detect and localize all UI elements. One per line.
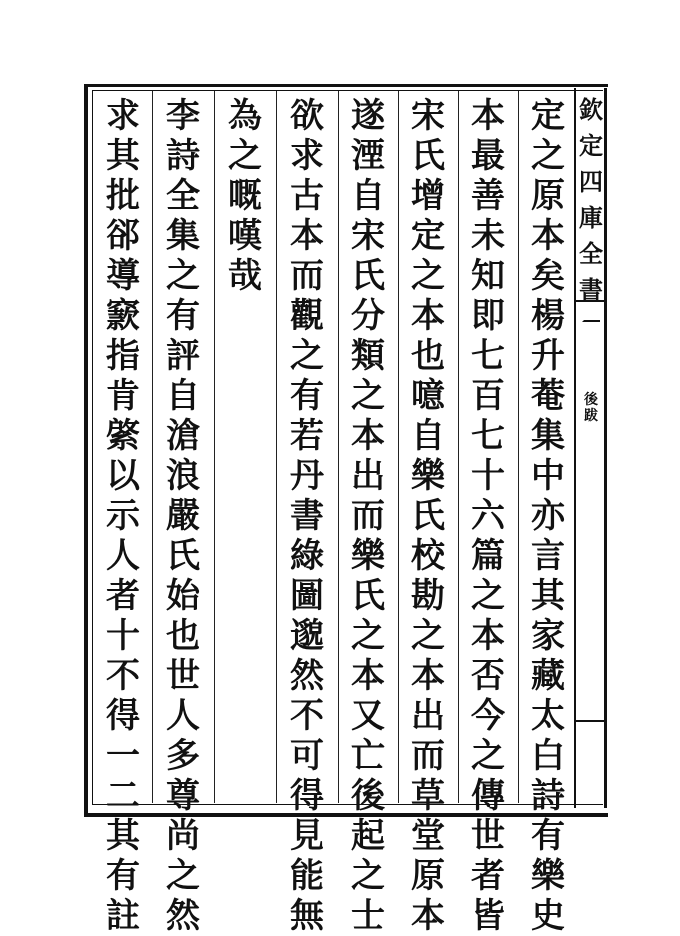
glyph: 定 bbox=[411, 216, 445, 256]
glyph: 定 bbox=[531, 96, 565, 136]
glyph: 藏 bbox=[531, 656, 565, 696]
glyph: 也 bbox=[166, 616, 200, 656]
glyph: 得 bbox=[290, 776, 324, 816]
glyph: 無 bbox=[290, 896, 324, 936]
glyph: 其 bbox=[531, 576, 565, 616]
glyph: 又 bbox=[351, 696, 385, 736]
glyph: 李 bbox=[166, 96, 200, 136]
glyph: 分 bbox=[351, 296, 385, 336]
text-column-2 bbox=[465, 96, 511, 936]
glyph: 起 bbox=[351, 816, 385, 856]
glyph: 註 bbox=[106, 896, 140, 936]
glyph: 古 bbox=[290, 176, 324, 216]
glyph: 若 bbox=[290, 416, 324, 456]
glyph: 之 bbox=[228, 136, 262, 176]
glyph: 有 bbox=[166, 296, 200, 336]
glyph: 嚴 bbox=[166, 496, 200, 536]
glyph: 氏 bbox=[411, 496, 445, 536]
glyph: 百 bbox=[471, 376, 505, 416]
glyph: 本 bbox=[411, 656, 445, 696]
glyph: 本 bbox=[351, 656, 385, 696]
glyph: 楊 bbox=[531, 296, 565, 336]
text-column-1 bbox=[525, 96, 571, 936]
glyph: 白 bbox=[531, 736, 565, 776]
glyph: 有 bbox=[531, 816, 565, 856]
glyph: 然 bbox=[166, 896, 200, 936]
column-rule bbox=[152, 91, 153, 803]
glyph: 然 bbox=[290, 656, 324, 696]
glyph: 知 bbox=[471, 256, 505, 296]
glyph: 本 bbox=[411, 896, 445, 936]
glyph: 本 bbox=[290, 216, 324, 256]
glyph: 樂 bbox=[531, 856, 565, 896]
glyph: 氏 bbox=[166, 536, 200, 576]
glyph: 本 bbox=[471, 616, 505, 656]
section-label-glyph: 後 bbox=[584, 392, 598, 408]
glyph: 者 bbox=[106, 576, 140, 616]
glyph: 亡 bbox=[351, 736, 385, 776]
glyph: 哉 bbox=[228, 256, 262, 296]
text-column-6 bbox=[222, 96, 268, 796]
glyph: 窾 bbox=[106, 296, 140, 336]
glyph: 之 bbox=[411, 616, 445, 656]
glyph: 全 bbox=[166, 176, 200, 216]
margin-title-glyph: 庫 bbox=[579, 203, 603, 232]
margin-title-glyph: 欽 bbox=[579, 95, 603, 124]
glyph: 丹 bbox=[290, 456, 324, 496]
column-rule bbox=[458, 91, 459, 803]
column-rule bbox=[338, 91, 339, 803]
glyph: 求 bbox=[290, 136, 324, 176]
glyph: 否 bbox=[471, 656, 505, 696]
glyph: 皆 bbox=[471, 896, 505, 936]
glyph: 得 bbox=[106, 696, 140, 736]
fishtail-lower bbox=[576, 720, 604, 722]
glyph: 有 bbox=[290, 376, 324, 416]
glyph: 能 bbox=[290, 856, 324, 896]
glyph: 之 bbox=[290, 336, 324, 376]
glyph: 宋 bbox=[351, 216, 385, 256]
glyph: 七 bbox=[471, 416, 505, 456]
glyph: 家 bbox=[531, 616, 565, 656]
section-label bbox=[578, 392, 604, 424]
glyph: 之 bbox=[411, 256, 445, 296]
glyph: 之 bbox=[166, 856, 200, 896]
glyph: 原 bbox=[411, 856, 445, 896]
glyph: 評 bbox=[166, 336, 200, 376]
glyph: 世 bbox=[166, 656, 200, 696]
section-label-glyph: 跋 bbox=[584, 408, 598, 424]
glyph: 六 bbox=[471, 496, 505, 536]
glyph: 而 bbox=[290, 256, 324, 296]
glyph: 太 bbox=[531, 696, 565, 736]
glyph: 肯 bbox=[106, 376, 140, 416]
glyph: 集 bbox=[166, 216, 200, 256]
glyph: 不 bbox=[106, 656, 140, 696]
glyph: 示 bbox=[106, 496, 140, 536]
column-rule bbox=[214, 91, 215, 803]
margin-title-glyph: 書 bbox=[579, 275, 603, 304]
glyph: 湮 bbox=[351, 136, 385, 176]
glyph: 未 bbox=[471, 216, 505, 256]
glyph: 氏 bbox=[351, 256, 385, 296]
glyph: 升 bbox=[531, 336, 565, 376]
glyph: 之 bbox=[471, 576, 505, 616]
glyph: 嘆 bbox=[228, 216, 262, 256]
glyph: 本 bbox=[411, 296, 445, 336]
glyph: 今 bbox=[471, 696, 505, 736]
glyph: 類 bbox=[351, 336, 385, 376]
glyph: 也 bbox=[411, 336, 445, 376]
glyph: 指 bbox=[106, 336, 140, 376]
glyph: 宋 bbox=[411, 96, 445, 136]
glyph: 之 bbox=[351, 376, 385, 416]
glyph: 言 bbox=[531, 536, 565, 576]
glyph: 世 bbox=[471, 816, 505, 856]
margin-title bbox=[577, 92, 605, 308]
glyph: 增 bbox=[411, 176, 445, 216]
glyph: 尊 bbox=[166, 776, 200, 816]
glyph: 多 bbox=[166, 736, 200, 776]
glyph: 見 bbox=[290, 816, 324, 856]
fishtail-mark bbox=[582, 306, 600, 322]
glyph: 樂 bbox=[411, 456, 445, 496]
glyph: 圖 bbox=[290, 576, 324, 616]
glyph: 始 bbox=[166, 576, 200, 616]
glyph: 有 bbox=[106, 856, 140, 896]
glyph: 之 bbox=[166, 256, 200, 296]
column-rule bbox=[518, 91, 519, 803]
text-column-8 bbox=[100, 96, 146, 936]
glyph: 可 bbox=[290, 736, 324, 776]
glyph: 導 bbox=[106, 256, 140, 296]
glyph: 其 bbox=[106, 816, 140, 856]
glyph: 矣 bbox=[531, 256, 565, 296]
glyph: 堂 bbox=[411, 816, 445, 856]
glyph: 亦 bbox=[531, 496, 565, 536]
glyph: 之 bbox=[351, 856, 385, 896]
glyph: 書 bbox=[290, 496, 324, 536]
glyph: 人 bbox=[106, 536, 140, 576]
glyph: 集 bbox=[531, 416, 565, 456]
text-column-7 bbox=[160, 96, 206, 936]
glyph: 十 bbox=[471, 456, 505, 496]
glyph: 其 bbox=[106, 136, 140, 176]
glyph: 校 bbox=[411, 536, 445, 576]
glyph: 之 bbox=[471, 736, 505, 776]
glyph: 樂 bbox=[351, 536, 385, 576]
glyph: 本 bbox=[351, 416, 385, 456]
glyph: 浪 bbox=[166, 456, 200, 496]
margin-title-glyph: 定 bbox=[579, 131, 603, 160]
glyph: 最 bbox=[471, 136, 505, 176]
glyph: 篇 bbox=[471, 536, 505, 576]
column-rule bbox=[276, 91, 277, 803]
glyph: 詩 bbox=[531, 776, 565, 816]
glyph: 原 bbox=[531, 176, 565, 216]
glyph: 綠 bbox=[290, 536, 324, 576]
glyph: 欲 bbox=[290, 96, 324, 136]
glyph: 氏 bbox=[411, 136, 445, 176]
glyph: 之 bbox=[531, 136, 565, 176]
margin-rule bbox=[574, 88, 576, 808]
glyph: 本 bbox=[531, 216, 565, 256]
glyph: 史 bbox=[531, 896, 565, 936]
glyph: 自 bbox=[166, 376, 200, 416]
glyph: 傳 bbox=[471, 776, 505, 816]
fishtail-upper bbox=[576, 300, 604, 302]
glyph: 而 bbox=[411, 736, 445, 776]
glyph: 求 bbox=[106, 96, 140, 136]
glyph: 士 bbox=[351, 896, 385, 936]
glyph: 自 bbox=[411, 416, 445, 456]
glyph: 中 bbox=[531, 456, 565, 496]
glyph: 尚 bbox=[166, 816, 200, 856]
glyph: 邈 bbox=[290, 616, 324, 656]
glyph: 出 bbox=[411, 696, 445, 736]
glyph: 之 bbox=[351, 616, 385, 656]
glyph: 一 bbox=[106, 736, 140, 776]
glyph: 菴 bbox=[531, 376, 565, 416]
glyph: 為 bbox=[228, 96, 262, 136]
glyph: 者 bbox=[471, 856, 505, 896]
glyph: 觀 bbox=[290, 296, 324, 336]
glyph: 郤 bbox=[106, 216, 140, 256]
margin-title-glyph: 四 bbox=[579, 167, 603, 196]
glyph: 批 bbox=[106, 176, 140, 216]
glyph: 勘 bbox=[411, 576, 445, 616]
glyph: 二 bbox=[106, 776, 140, 816]
glyph: 即 bbox=[471, 296, 505, 336]
glyph: 噫 bbox=[411, 376, 445, 416]
column-rule bbox=[398, 91, 399, 803]
glyph: 本 bbox=[471, 96, 505, 136]
glyph: 出 bbox=[351, 456, 385, 496]
glyph: 遂 bbox=[351, 96, 385, 136]
text-column-4 bbox=[345, 96, 391, 936]
glyph: 七 bbox=[471, 336, 505, 376]
glyph: 人 bbox=[166, 696, 200, 736]
glyph: 詩 bbox=[166, 136, 200, 176]
glyph: 善 bbox=[471, 176, 505, 216]
glyph: 後 bbox=[351, 776, 385, 816]
glyph: 滄 bbox=[166, 416, 200, 456]
glyph: 草 bbox=[411, 776, 445, 816]
glyph: 氏 bbox=[351, 576, 385, 616]
glyph: 不 bbox=[290, 696, 324, 736]
text-column-3 bbox=[405, 96, 451, 936]
text-column-5 bbox=[284, 96, 330, 936]
glyph: 綮 bbox=[106, 416, 140, 456]
glyph: 以 bbox=[106, 456, 140, 496]
glyph: 自 bbox=[351, 176, 385, 216]
margin-title-glyph: 全 bbox=[579, 239, 603, 268]
glyph: 而 bbox=[351, 496, 385, 536]
glyph: 嘅 bbox=[228, 176, 262, 216]
glyph: 十 bbox=[106, 616, 140, 656]
